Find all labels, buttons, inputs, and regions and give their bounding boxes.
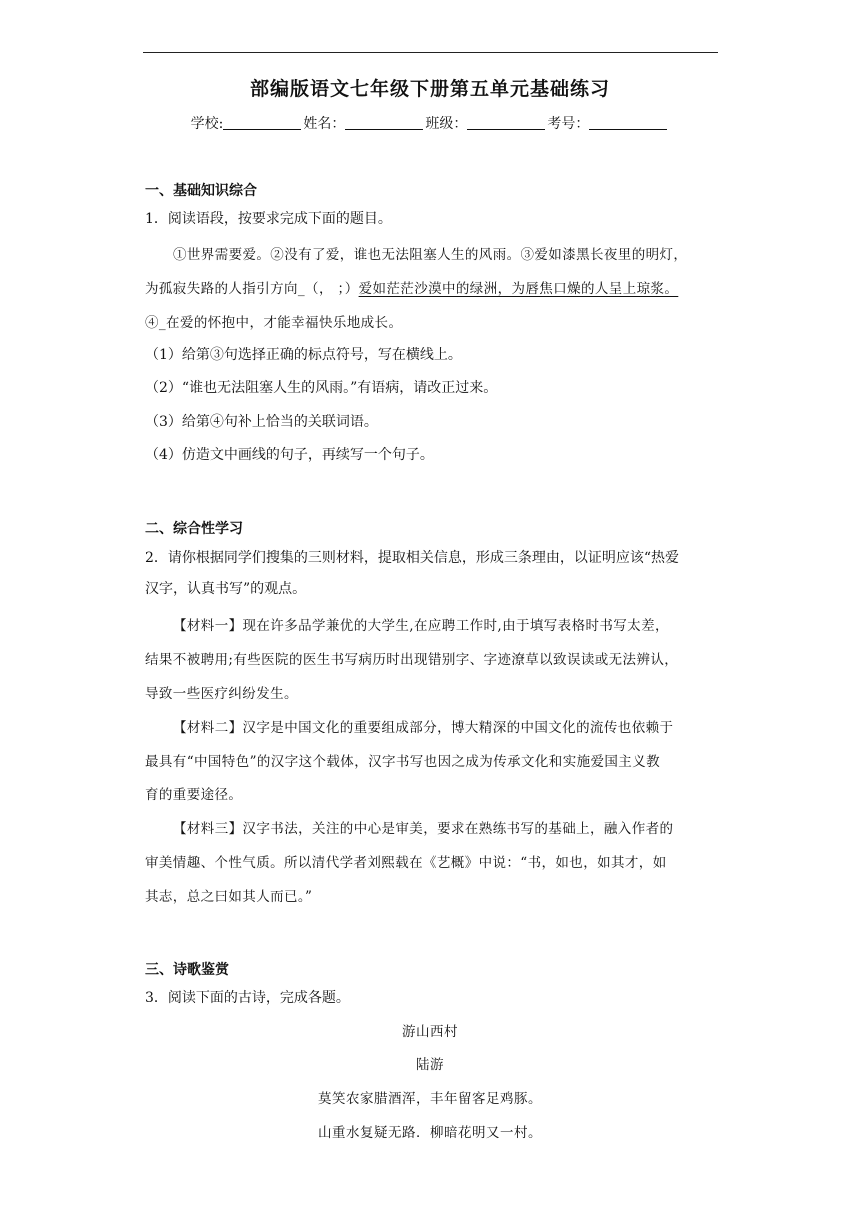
school-blank[interactable] bbox=[223, 115, 301, 130]
class-label: 班级： bbox=[425, 116, 468, 132]
sub-question-2: （2）“谁也无法阻塞人生的风雨。”有语病，请改正过来。 bbox=[145, 380, 498, 396]
header-rule bbox=[143, 52, 718, 53]
question-1-stem: 1．阅读语段，按要求完成下面的题目。 bbox=[145, 211, 392, 227]
name-blank[interactable] bbox=[345, 115, 423, 130]
poem-line-2: 山重水复疑无路．柳暗花明又一村。 bbox=[318, 1125, 542, 1141]
section-heading-3: 三、诗歌鉴赏 bbox=[145, 962, 229, 978]
material-2-line-3: 育的重要途径。 bbox=[145, 787, 243, 803]
page-title: 部编版语文七年级下册第五单元基础练习 bbox=[249, 78, 610, 100]
material-3-line-1: 【材料三】汉字书法，关注的中心是审美，要求在熟练书写的基础上，融入作者的 bbox=[173, 821, 674, 837]
poem-title: 游山西村 bbox=[402, 1024, 458, 1040]
material-3-line-3: 其志，总之曰如其人而已。” bbox=[145, 889, 313, 905]
sub-question-1: （1）给第③句选择正确的标点符号，写在横线上。 bbox=[145, 347, 462, 363]
passage-line-2-text: 为孤寂失路的人指引方向_（， ；） bbox=[145, 281, 359, 297]
underlined-sentence: 爱如茫茫沙漠中的绿洲，为唇焦口燥的人呈上琼浆。 bbox=[358, 281, 679, 297]
section-heading-2: 二、综合性学习 bbox=[145, 521, 243, 537]
poem-line-1: 莫笑农家腊酒浑，丰年留客足鸡豚。 bbox=[318, 1091, 542, 1107]
exam-number-blank[interactable] bbox=[589, 115, 667, 130]
section-heading-1: 一、基础知识综合 bbox=[145, 183, 257, 199]
sub-question-3: （3）给第④句补上恰当的关联词语。 bbox=[145, 414, 378, 430]
question-2-line-2: 汉字，认真书写”的观点。 bbox=[145, 581, 307, 597]
question-3-stem: 3．阅读下面的古诗，完成各题。 bbox=[145, 990, 350, 1006]
material-1-line-2: 结果不被聘用;有些医院的医生书写病历时出现错别字、字迹潦草以致误读或无法辨认， bbox=[145, 652, 679, 668]
material-2-line-1: 【材料二】汉字是中国文化的重要组成部分，博大精深的中国文化的流传也依赖于 bbox=[173, 720, 674, 736]
sub-question-4: （4）仿造文中画线的句子，再续写一个句子。 bbox=[145, 447, 434, 463]
student-info-row bbox=[0, 113, 860, 133]
poem-author: 陆游 bbox=[416, 1057, 444, 1073]
passage-line-3: ④_在爱的怀抱中，才能幸福快乐地成长。 bbox=[145, 315, 403, 331]
question-2-line-1: 2．请你根据同学们搜集的三则材料，提取相关信息，形成三条理由，以证明应该“热爱 bbox=[145, 550, 680, 566]
class-blank[interactable] bbox=[467, 115, 545, 130]
material-1-line-1: 【材料一】现在许多品学兼优的大学生,在应聘工作时,由于填写表格时书写太差， bbox=[173, 618, 669, 634]
material-3-line-2: 审美情趣、个性气质。所以清代学者刘熙载在《艺概》中说：“书，如也，如其才，如 bbox=[145, 855, 667, 871]
material-2-line-2: 最具有“中国特色”的汉字这个载体，汉字书写也因之成为传承文化和实施爱国主义教 bbox=[145, 754, 661, 770]
exam-number-label: 考号： bbox=[547, 116, 590, 132]
passage-line-1: ①世界需要爱。②没有了爱，谁也无法阻塞人生的风雨。③爱如漆黑长夜里的明灯， bbox=[173, 247, 688, 263]
name-label: 姓名： bbox=[303, 116, 346, 132]
school-label: 学校: bbox=[190, 116, 224, 132]
material-1-line-3: 导致一些医疗纠纷发生。 bbox=[145, 686, 298, 702]
passage-line-2 bbox=[145, 277, 715, 297]
